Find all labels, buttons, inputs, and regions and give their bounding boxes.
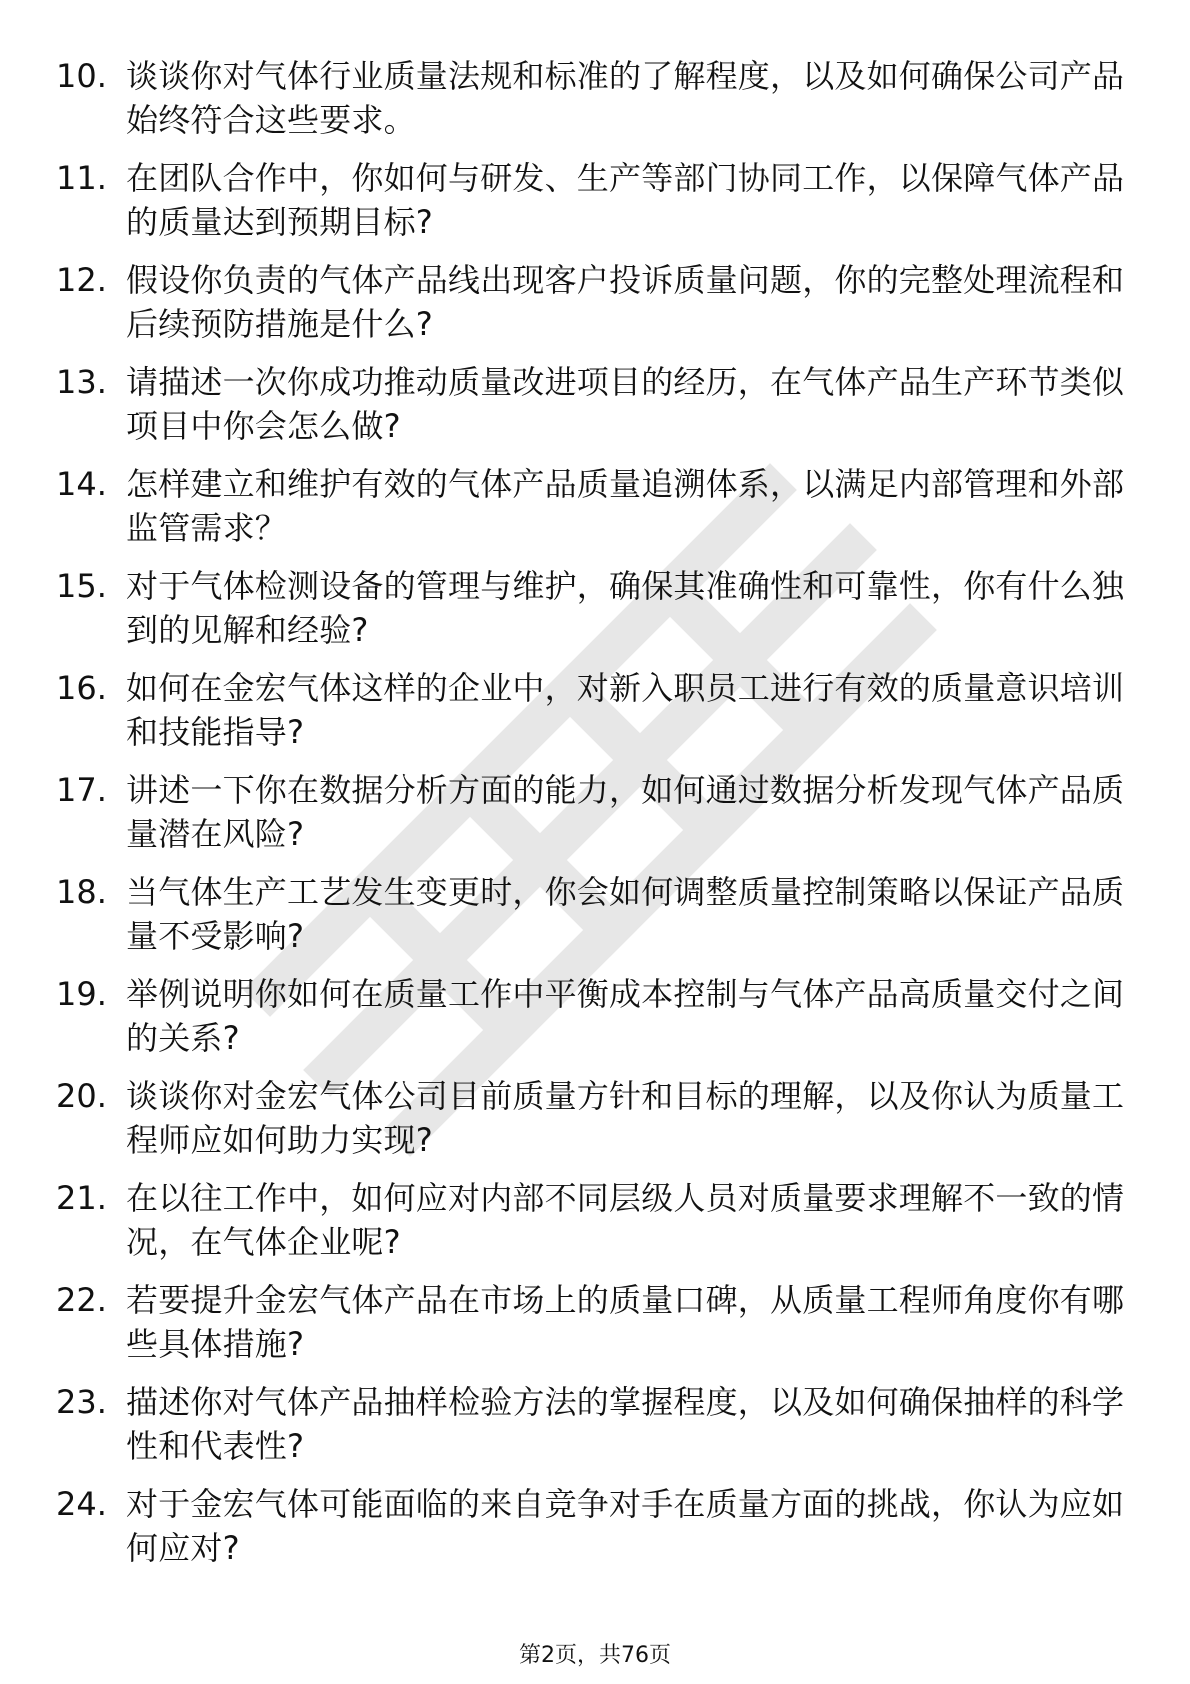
question-item bbox=[56, 54, 1136, 156]
question-text: 对于气体检测设备的管理与维护，确保其准确性和可靠性，你有什么独到的见解和经验? bbox=[126, 567, 1125, 649]
question-text: 若要提升金宏气体产品在市场上的质量口碑，从质量工程师角度你有哪些具体措施? bbox=[126, 1281, 1125, 1363]
question-text: 如何在金宏气体这样的企业中，对新入职员工进行有效的质量意识培训和技能指导? bbox=[126, 669, 1125, 751]
question-item bbox=[56, 972, 1136, 1074]
question-number: 16. bbox=[56, 669, 107, 707]
question-number: 17. bbox=[56, 771, 107, 809]
question-item bbox=[56, 768, 1136, 870]
question-number: 11. bbox=[56, 159, 107, 197]
question-number: 23. bbox=[56, 1383, 107, 1421]
question-number: 21. bbox=[56, 1179, 107, 1217]
question-item bbox=[56, 258, 1136, 360]
question-item bbox=[56, 870, 1136, 972]
question-item bbox=[56, 462, 1136, 564]
question-text: 举例说明你如何在质量工作中平衡成本控制与气体产品高质量交付之间的关系? bbox=[126, 975, 1125, 1057]
question-list bbox=[56, 54, 1136, 1584]
page-number: 第2页，共76页 bbox=[519, 1643, 671, 1668]
question-text: 描述你对气体产品抽样检验方法的掌握程度，以及如何确保抽样的科学性和代表性? bbox=[126, 1383, 1125, 1465]
question-number: 18. bbox=[56, 873, 107, 911]
question-item bbox=[56, 1176, 1136, 1278]
question-number: 20. bbox=[56, 1077, 107, 1115]
question-number: 22. bbox=[56, 1281, 107, 1319]
question-text: 在以往工作中，如何应对内部不同层级人员对质量要求理解不一致的情况，在气体企业呢? bbox=[126, 1179, 1125, 1261]
question-text: 对于金宏气体可能面临的来自竞争对手在质量方面的挑战，你认为应如何应对? bbox=[126, 1485, 1125, 1567]
question-text: 当气体生产工艺发生变更时，你会如何调整质量控制策略以保证产品质量不受影响? bbox=[126, 873, 1125, 955]
question-text: 假设你负责的气体产品线出现客户投诉质量问题，你的完整处理流程和后续预防措施是什么? bbox=[126, 261, 1125, 343]
question-text: 怎样建立和维护有效的气体产品质量追溯体系，以满足内部管理和外部监管需求？ bbox=[126, 465, 1125, 547]
question-number: 15. bbox=[56, 567, 107, 605]
question-item bbox=[56, 666, 1136, 768]
question-item bbox=[56, 564, 1136, 666]
question-item bbox=[56, 156, 1136, 258]
question-item bbox=[56, 1482, 1136, 1584]
question-number: 24. bbox=[56, 1485, 107, 1523]
question-number: 14. bbox=[56, 465, 107, 503]
question-number: 12. bbox=[56, 261, 107, 299]
question-text: 在团队合作中，你如何与研发、生产等部门协同工作，以保障气体产品的质量达到预期目标? bbox=[126, 159, 1125, 241]
question-text: 谈谈你对金宏气体公司目前质量方针和目标的理解，以及你认为质量工程师应如何助力实现? bbox=[126, 1077, 1125, 1159]
question-item bbox=[56, 1278, 1136, 1380]
question-item bbox=[56, 360, 1136, 462]
question-item bbox=[56, 1074, 1136, 1176]
question-number: 13. bbox=[56, 363, 107, 401]
question-item bbox=[56, 1380, 1136, 1482]
question-text: 谈谈你对气体行业质量法规和标准的了解程度，以及如何确保公司产品始终符合这些要求。 bbox=[126, 57, 1125, 139]
question-text: 请描述一次你成功推动质量改进项目的经历，在气体产品生产环节类似项目中你会怎么做? bbox=[126, 363, 1125, 445]
question-text: 讲述一下你在数据分析方面的能力，如何通过数据分析发现气体产品质量潜在风险? bbox=[126, 771, 1125, 853]
question-number: 19. bbox=[56, 975, 107, 1013]
question-number: 10. bbox=[56, 57, 107, 95]
